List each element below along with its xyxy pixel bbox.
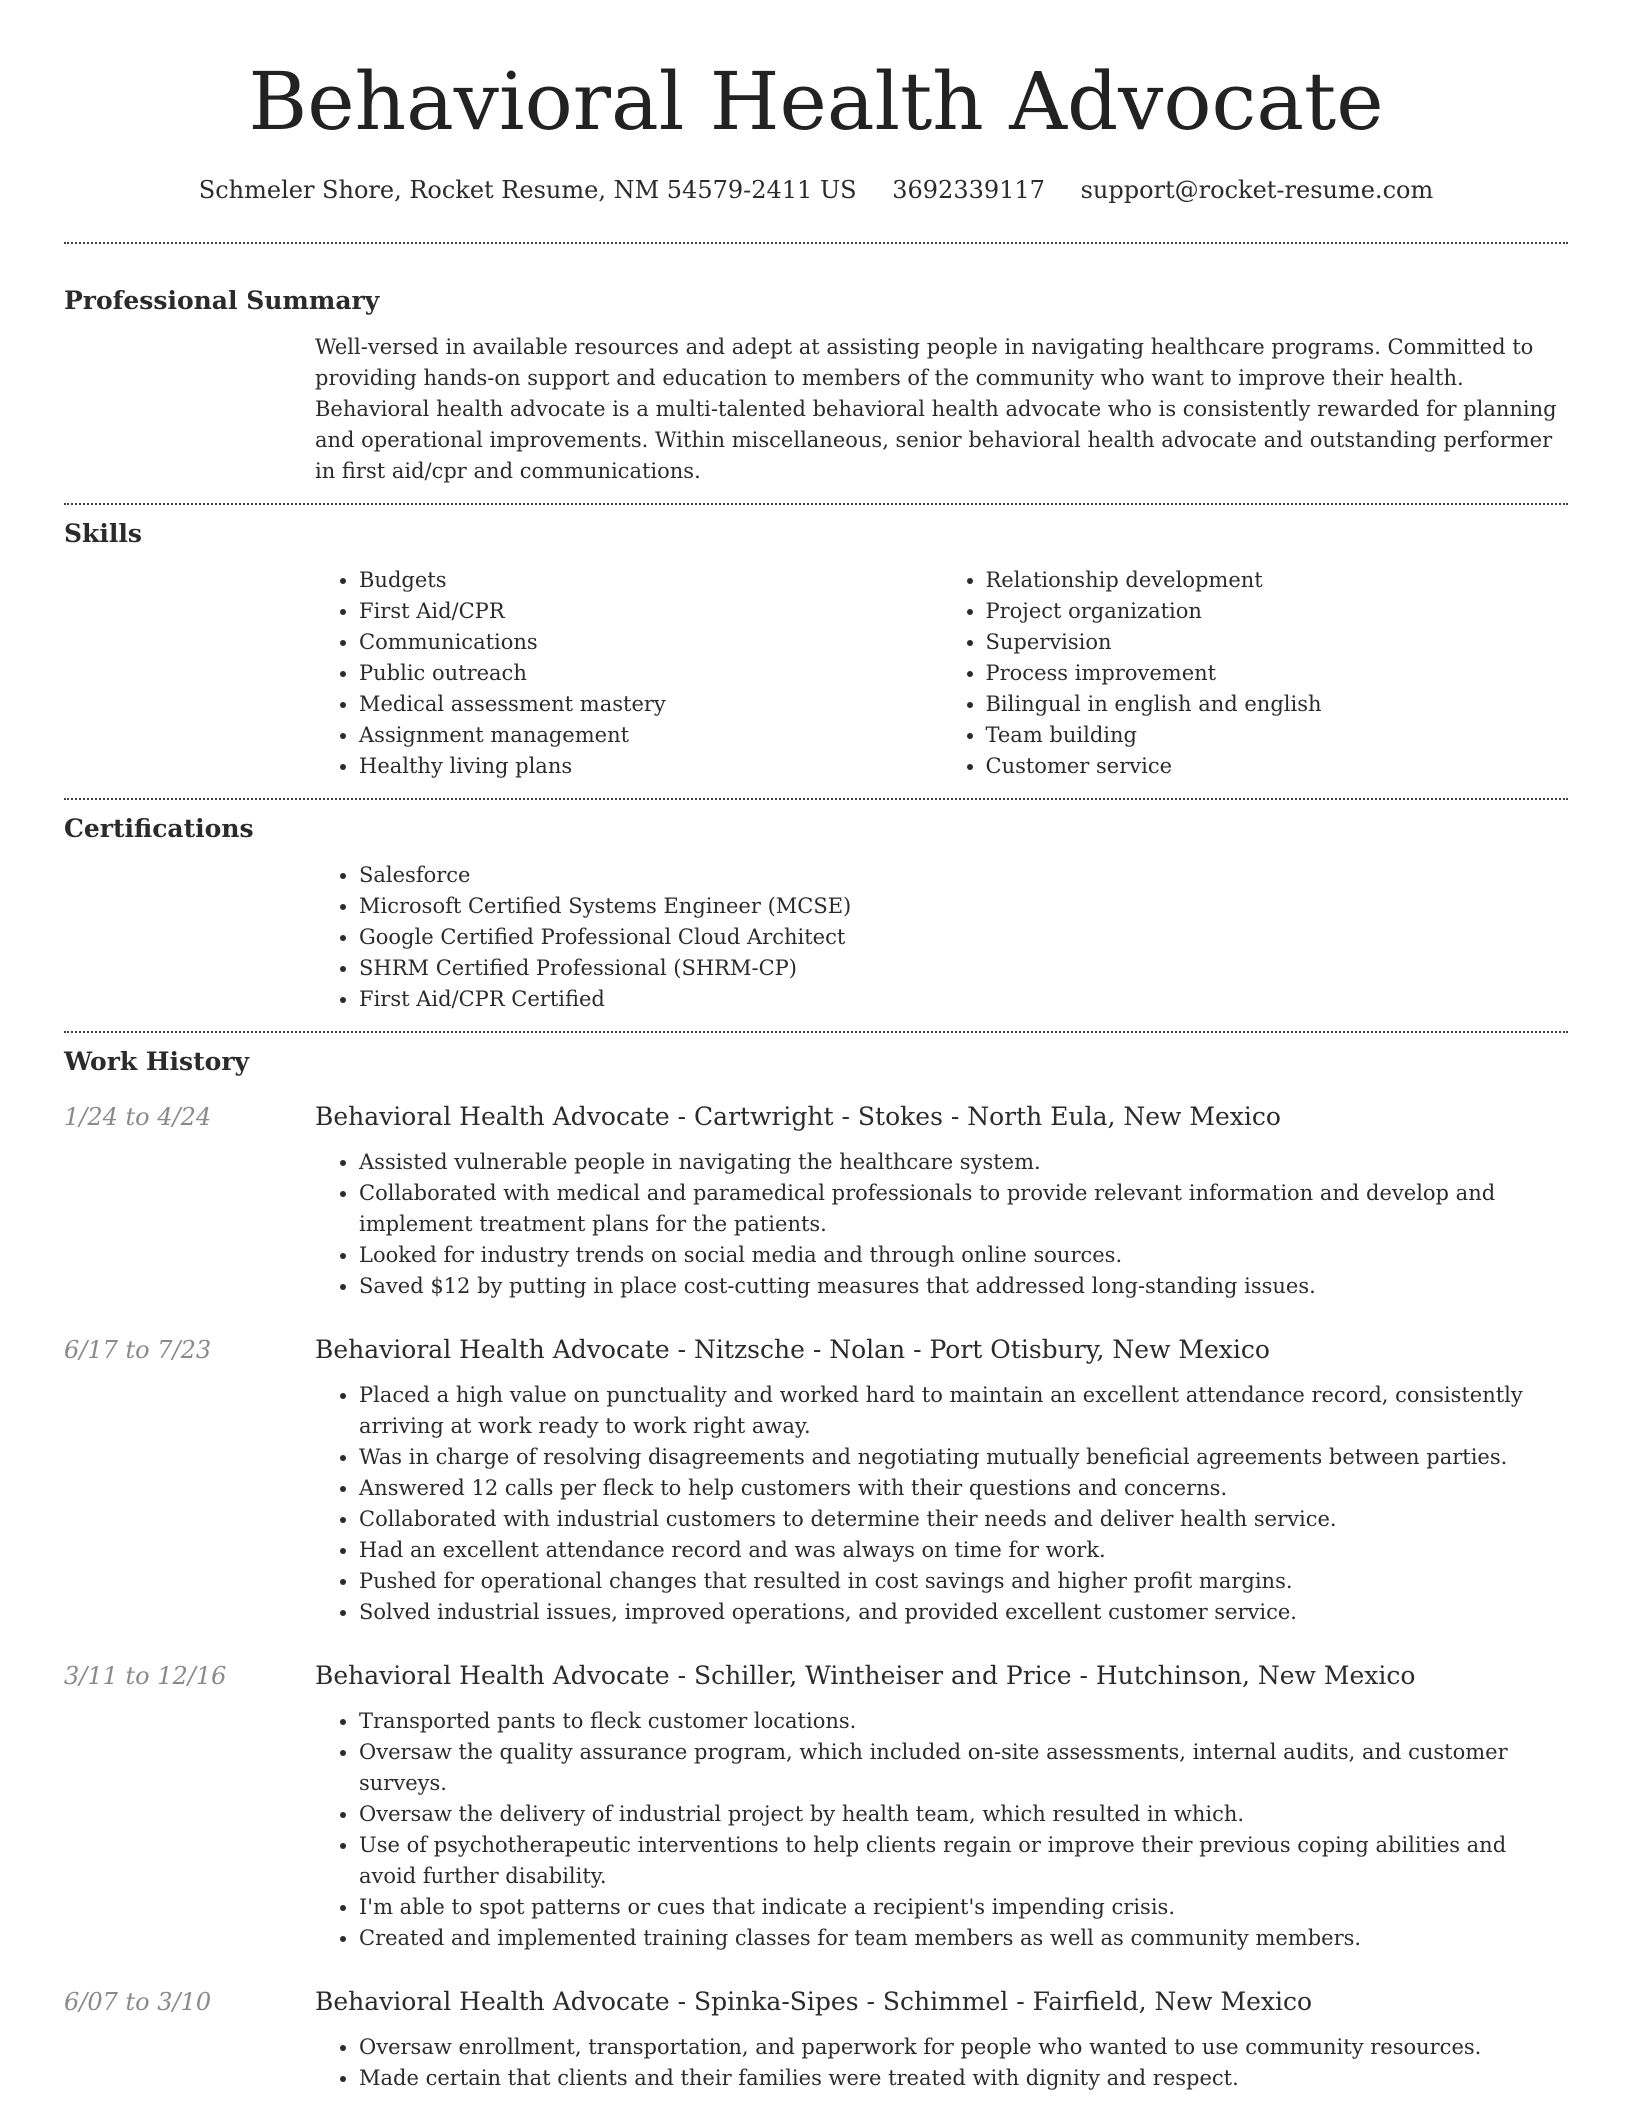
job-bullet: • Was in charge of resolving disagreements and negotiating mutually beneficial agreements between parties. xyxy=(359,1442,1568,1473)
job-heading: Behavioral Health Advocate - Cartwright - Stokes - North Eula, New Mexico xyxy=(315,1102,1281,1131)
contact-phone: 3692339117 xyxy=(892,176,1045,204)
job-body xyxy=(315,1658,1568,1954)
job-heading: Behavioral Health Advocate - Spinka-Sipes - Schimmel - Fairfield, New Mexico xyxy=(315,1987,1313,2016)
job-heading: Behavioral Health Advocate - Schiller, Wintheiser and Price - Hutchinson, New Mexico xyxy=(315,1661,1416,1690)
certifications-title: Certifications xyxy=(64,814,254,843)
certifications-list xyxy=(315,860,1568,1015)
skill-item: • Communications xyxy=(359,627,942,658)
summary-section xyxy=(64,244,1568,487)
job-bullet: • Saved $12 by putting in place cost-cutting measures that addressed long-standing issues. xyxy=(359,1271,1568,1302)
job-bullet: • Transported pants to fleck customer locations. xyxy=(359,1706,1568,1737)
job-body xyxy=(315,1984,1568,2094)
skill-item: • Relationship development xyxy=(986,565,1569,596)
skill-item: • Supervision xyxy=(986,627,1569,658)
skill-item: • First Aid/CPR xyxy=(359,596,942,627)
skill-item: • Budgets xyxy=(359,565,942,596)
job-bullet: • Placed a high value on punctuality and worked hard to maintain an excellent attendance record, consistently arriving at work ready to work right away. xyxy=(359,1380,1568,1442)
job-bullet: • Collaborated with industrial customers to determine their needs and deliver health service. xyxy=(359,1504,1568,1535)
summary-text: Well-versed in available resources and adept at assisting people in navigating healthcare programs. Committed to providing hands-on support and education to members of the community who want to improve their health. Behavioral health advocate is a multi-talented behavioral health advocate who is consistently rewarded for planning and operational improvements. Within miscellaneous, senior behavioral health advocate and outstanding performer in first aid/cpr and communications. xyxy=(315,335,1557,483)
job-bullets xyxy=(315,2032,1568,2094)
job-dates: 6/17 to 7/23 xyxy=(64,1336,212,1364)
job-entry xyxy=(64,1984,1568,2094)
job-body xyxy=(315,1099,1568,1302)
job-bullet: • Collaborated with medical and paramedical professionals to provide relevant information and develop and implement treatment plans for the patients. xyxy=(359,1178,1568,1240)
contact-email: support@rocket-resume.com xyxy=(1080,176,1434,204)
candidate-name: Behavioral Health Advocate xyxy=(248,55,1384,148)
skill-item: • Bilingual in english and english xyxy=(986,689,1569,720)
skill-item: • Public outreach xyxy=(359,658,942,689)
certifications-content xyxy=(315,860,1568,1015)
job-bullet: • I'm able to spot patterns or cues that indicate a recipient's impending crisis. xyxy=(359,1892,1568,1923)
skills-list-left xyxy=(315,565,942,782)
skill-item: • Assignment management xyxy=(359,720,942,751)
skills-title: Skills xyxy=(64,519,142,548)
contact-address: Schmeler Shore, Rocket Resume, NM 54579-2411 US xyxy=(198,176,857,204)
job-bullet: • Looked for industry trends on social media and through online sources. xyxy=(359,1240,1568,1271)
job-bullets xyxy=(315,1706,1568,1954)
summary-title: Professional Summary xyxy=(64,286,380,315)
skills-list-right xyxy=(942,565,1569,782)
certifications-section xyxy=(64,800,1568,1015)
job-bullet: • Made certain that clients and their families were treated with dignity and respect. xyxy=(359,2063,1568,2094)
certification-item: • Salesforce xyxy=(359,860,1568,891)
job-entry xyxy=(64,1332,1568,1628)
job-bullets xyxy=(315,1380,1568,1628)
job-bullet: • Had an excellent attendance record and was always on time for work. xyxy=(359,1535,1568,1566)
skills-columns xyxy=(315,565,1568,782)
skill-item: • Healthy living plans xyxy=(359,751,942,782)
job-entry xyxy=(64,1658,1568,1954)
skill-item: • Customer service xyxy=(986,751,1569,782)
job-bullet: • Oversaw enrollment, transportation, and paperwork for people who wanted to use community resources. xyxy=(359,2032,1568,2063)
certification-item: • First Aid/CPR Certified xyxy=(359,984,1568,1015)
job-entry xyxy=(64,1099,1568,1302)
skill-item: • Team building xyxy=(986,720,1569,751)
skill-item: • Project organization xyxy=(986,596,1569,627)
job-bullet: • Oversaw the delivery of industrial project by health team, which resulted in which. xyxy=(359,1799,1568,1830)
job-dates: 6/07 to 3/10 xyxy=(64,1988,212,2016)
job-heading: Behavioral Health Advocate - Nitzsche - Nolan - Port Otisbury, New Mexico xyxy=(315,1335,1270,1364)
job-body xyxy=(315,1332,1568,1628)
certification-item: • SHRM Certified Professional (SHRM-CP) xyxy=(359,953,1568,984)
work-history-title: Work History xyxy=(64,1047,250,1076)
contact-line xyxy=(64,170,1568,210)
job-bullet: • Use of psychotherapeutic interventions to help clients regain or improve their previous coping abilities and avoid further disability. xyxy=(359,1830,1568,1892)
job-bullet: • Pushed for operational changes that resulted in cost savings and higher profit margins. xyxy=(359,1566,1568,1597)
certification-item: • Microsoft Certified Systems Engineer (MCSE) xyxy=(359,891,1568,922)
certification-item: • Google Certified Professional Cloud Architect xyxy=(359,922,1568,953)
job-bullet: • Assisted vulnerable people in navigating the healthcare system. xyxy=(359,1147,1568,1178)
job-bullets xyxy=(315,1147,1568,1302)
resume-page xyxy=(64,0,1568,2094)
job-dates: 3/11 to 12/16 xyxy=(64,1662,227,1690)
job-bullet: • Answered 12 calls per fleck to help customers with their questions and concerns. xyxy=(359,1473,1568,1504)
work-history-section xyxy=(64,1033,1568,2094)
job-bullet: • Created and implemented training classes for team members as well as community members. xyxy=(359,1923,1568,1954)
job-dates: 1/24 to 4/24 xyxy=(64,1103,212,1131)
skill-item: • Process improvement xyxy=(986,658,1569,689)
skill-item: • Medical assessment mastery xyxy=(359,689,942,720)
job-bullet: • Solved industrial issues, improved operations, and provided excellent customer service. xyxy=(359,1597,1568,1628)
skills-section xyxy=(64,505,1568,782)
job-bullet: • Oversaw the quality assurance program, which included on-site assessments, internal audits, and customer surveys. xyxy=(359,1737,1568,1799)
